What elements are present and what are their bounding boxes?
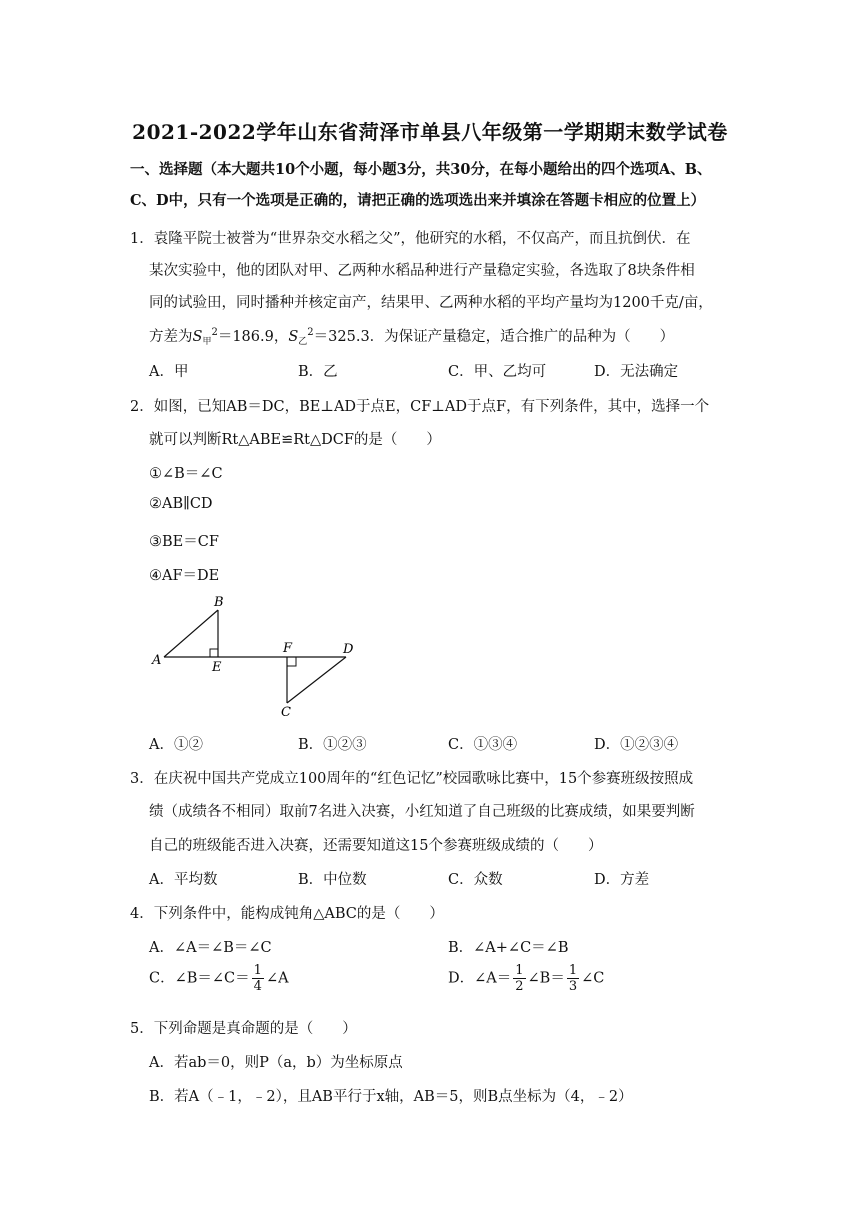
q4-d-numerator-1: 1 (515, 963, 524, 978)
page-title: 2021-2022学年山东省菏泽市单县八年级第一学期期末数学试卷 (132, 120, 728, 144)
q4-d-numerator-2: 1 (568, 963, 578, 978)
fig-label-d: D (343, 642, 354, 657)
q4-option-a[interactable]: A．∠A＝∠B＝∠C (149, 940, 272, 956)
q3-option-b[interactable]: B．中位数 (298, 872, 367, 888)
q3-option-a[interactable]: A．平均数 (149, 872, 218, 888)
q4-d-prefix: D．∠A＝ (448, 970, 512, 987)
q1-subscript-yi: 乙 (298, 337, 308, 347)
q1-superscript-1: 2 (211, 327, 218, 338)
q4-option-b[interactable]: B．∠A+∠C＝∠B (448, 940, 569, 956)
q4-c-numerator: 1 (253, 963, 262, 978)
fig-label-c: C (281, 705, 291, 720)
q4-d-fraction-1 (513, 964, 525, 993)
q2-figure (140, 590, 380, 725)
fig-label-f: F (283, 641, 293, 656)
q5-option-a[interactable]: A．若ab＝0，则P（a，b）为坐标原点 (149, 1055, 403, 1071)
fig-label-e: E (212, 660, 222, 675)
q4-d-denominator-1: 2 (515, 979, 524, 994)
q4-d-fraction-2 (567, 964, 579, 993)
q1-option-a[interactable]: A．甲 (149, 364, 189, 380)
q1-variance-prefix: 方差为 (149, 329, 193, 345)
q2-condition-4: ④AF＝DE (149, 568, 220, 584)
q3-option-c[interactable]: C．众数 (448, 872, 503, 888)
q4-c-prefix: C．∠B＝∠C＝ (149, 970, 250, 987)
q1-line4 (149, 325, 674, 347)
q1-line2: 某次实验中，他的团队对甲、乙两种水稻品种进行产量稳定实验，各选取了8块条件相 (149, 263, 695, 279)
q5-line1: 5．下列命题是真命题的是（ ） (130, 1021, 357, 1037)
fig-label-a: A (152, 653, 162, 668)
q1-variance-jia: ＝186.9， (217, 329, 289, 345)
q4-c-denominator: 4 (253, 979, 262, 994)
q3-line3: 自己的班级能否进入决赛，还需要知道这15个参赛班级成绩的（ ） (149, 838, 603, 854)
q2-line1: 2．如图，已知AB＝DC，BE⊥AD于点E，CF⊥AD于点F，有下列条件，其中，选择一个 (130, 399, 710, 415)
section-heading-line2: C、D中，只有一个选项是正确的，请把正确的选项选出来并填涂在答题卡相应的位置上） (130, 192, 706, 209)
q4-d-denominator-2: 3 (568, 979, 578, 994)
q2-condition-1: ①∠B＝∠C (149, 466, 223, 482)
q4-line1: 4．下列条件中，能构成钝角△ABC的是（ ） (130, 906, 444, 922)
q4-d-middle: ∠B＝ (527, 970, 565, 987)
q1-variance-yi: ＝325.3．为保证产量稳定，适合推广的品种为（ ） (313, 329, 675, 345)
fig-label-b: B (214, 595, 224, 610)
q2-line2: 就可以判断Rt△ABE≌Rt△DCF的是（ ） (149, 432, 441, 448)
q2-condition-2: ②AB∥CD (149, 496, 213, 512)
q1-line1: 1．袁隆平院士被誉为“世界杂交水稻之父”，他研究的水稻，不仅高产，而且抗倒伏．在 (130, 231, 691, 247)
q4-c-suffix: ∠A (265, 970, 289, 987)
q1-variance-s1: S (192, 329, 203, 345)
q1-option-b[interactable]: B．乙 (298, 364, 338, 380)
q4-d-suffix: ∠C (581, 970, 605, 987)
q1-variance-s2: S (288, 329, 299, 345)
q1-option-d[interactable]: D．无法确定 (594, 364, 679, 380)
q1-option-c[interactable]: C．甲、乙均可 (448, 364, 547, 380)
q1-superscript-2: 2 (307, 327, 314, 338)
q1-line3: 同的试验田，同时播种并核定亩产，结果甲、乙两种水稻的平均产量均为1200千克/亩， (149, 295, 713, 311)
section-heading-line1: 一、选择题（本大题共10个小题，每小题3分，共30分，在每小题给出的四个选项A、B、 (130, 161, 712, 178)
q4-c-fraction (252, 964, 264, 993)
q2-condition-3: ③BE＝CF (149, 534, 219, 550)
q2-option-a[interactable]: A．①② (149, 737, 203, 753)
q3-line2: 绩（成绩各不相同）取前7名进入决赛，小红知道了自己班级的比赛成绩，如果要判断 (149, 804, 695, 820)
q3-line1: 3．在庆祝中国共产党成立100周年的“红色记忆”校园歌咏比赛中，15个参赛班级按照成 (130, 771, 694, 787)
q2-option-d[interactable]: D．①②③④ (594, 737, 679, 753)
q5-option-b[interactable]: B．若A（﹣1，﹣2），且AB平行于x轴，AB＝5，则B点坐标为（4，﹣2） (149, 1089, 633, 1105)
q1-subscript-jia: 甲 (202, 337, 212, 347)
q4-option-d[interactable] (448, 964, 604, 993)
q2-option-b[interactable]: B．①②③ (298, 737, 367, 753)
q4-option-c[interactable] (149, 964, 289, 993)
q3-option-d[interactable]: D．方差 (594, 872, 650, 888)
q2-option-c[interactable]: C．①③④ (448, 737, 518, 753)
